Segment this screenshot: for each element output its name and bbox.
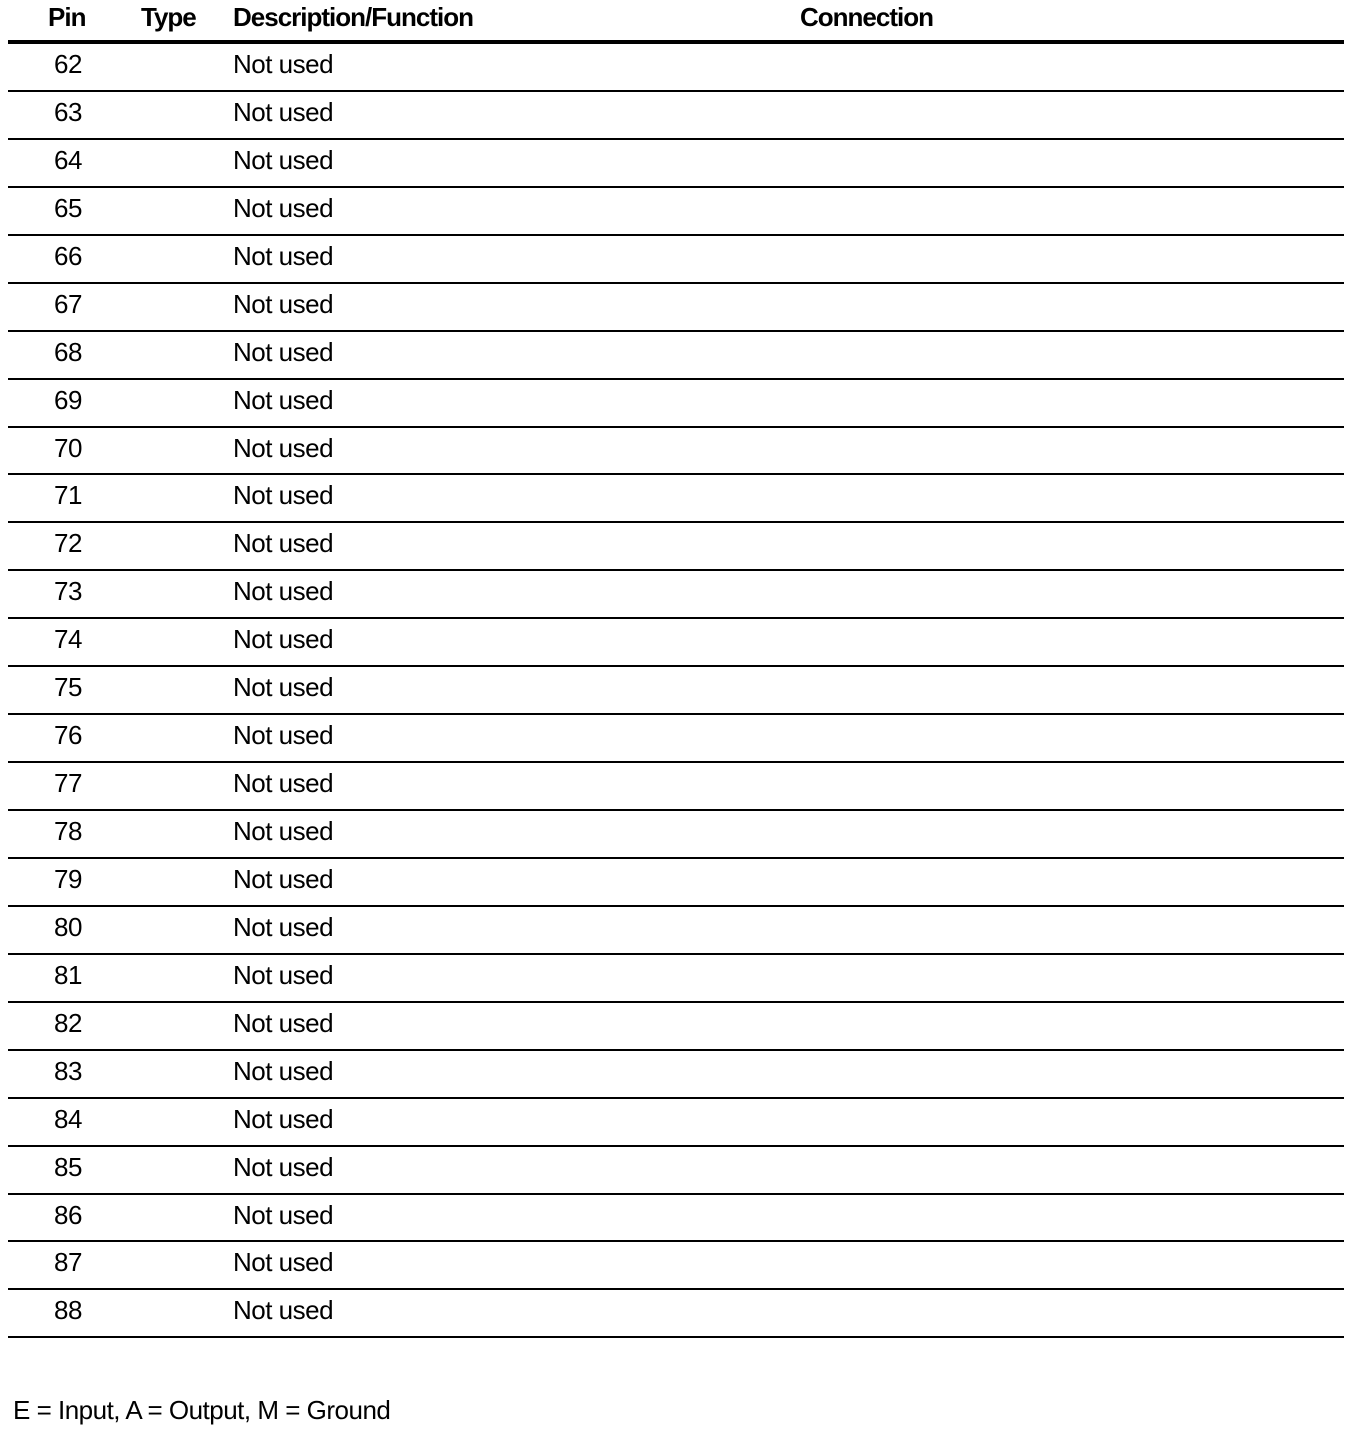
description-cell: Not used xyxy=(233,624,334,655)
pin-cell: 70 xyxy=(54,432,82,463)
table-row xyxy=(8,619,1344,667)
description-cell: Not used xyxy=(233,1103,334,1134)
pin-cell: 87 xyxy=(54,1247,82,1278)
table-row xyxy=(8,763,1344,811)
pin-cell: 71 xyxy=(54,480,82,511)
description-cell: Not used xyxy=(233,528,334,559)
description-cell: Not used xyxy=(233,959,334,990)
description-cell: Not used xyxy=(233,49,334,79)
pin-cell: 86 xyxy=(54,1199,82,1230)
pin-cell: 76 xyxy=(54,720,82,751)
table-row xyxy=(8,236,1344,284)
description-cell: Not used xyxy=(233,1295,334,1326)
table-row xyxy=(8,571,1344,619)
description-cell: Not used xyxy=(233,816,334,846)
pin-cell: 62 xyxy=(54,49,82,79)
table-row xyxy=(8,140,1344,188)
legend-note: E = Input, A = Output, M = Ground xyxy=(13,1395,391,1425)
table-row xyxy=(8,667,1344,715)
description-cell: Not used xyxy=(233,336,334,367)
pin-cell: 63 xyxy=(54,96,82,127)
table-row xyxy=(8,1051,1344,1099)
table-row xyxy=(8,715,1344,763)
description-cell: Not used xyxy=(233,576,334,607)
header-pin: Pin xyxy=(48,2,86,32)
table-row xyxy=(8,284,1344,332)
table-row xyxy=(8,1147,1344,1195)
description-cell: Not used xyxy=(233,911,334,942)
pin-cell: 88 xyxy=(54,1295,82,1326)
table-row xyxy=(8,1195,1344,1243)
table-row xyxy=(8,1242,1344,1290)
description-cell: Not used xyxy=(233,240,334,271)
description-cell: Not used xyxy=(233,96,334,127)
table-row xyxy=(8,1290,1344,1338)
header-description: Description/Function xyxy=(233,2,473,32)
table-row xyxy=(8,428,1344,476)
pin-cell: 67 xyxy=(54,288,82,319)
table-row xyxy=(8,44,1344,92)
pin-cell: 72 xyxy=(54,528,82,559)
description-cell: Not used xyxy=(233,672,334,703)
description-cell: Not used xyxy=(233,1247,334,1278)
description-cell: Not used xyxy=(233,384,334,415)
header-type: Type xyxy=(141,2,196,32)
table-row xyxy=(8,523,1344,571)
table-row xyxy=(8,811,1344,859)
pin-cell: 79 xyxy=(54,863,82,894)
description-cell: Not used xyxy=(233,863,334,894)
description-cell: Not used xyxy=(233,192,334,223)
table-row xyxy=(8,955,1344,1003)
description-cell: Not used xyxy=(233,288,334,319)
table-row xyxy=(8,332,1344,380)
pin-cell: 64 xyxy=(54,144,82,175)
pin-cell: 80 xyxy=(54,911,82,942)
pin-cell: 75 xyxy=(54,672,82,703)
table-header xyxy=(0,0,1360,38)
description-cell: Not used xyxy=(233,1007,334,1038)
table-row xyxy=(8,380,1344,428)
pin-cell: 73 xyxy=(54,576,82,607)
table-row xyxy=(8,907,1344,955)
pin-cell: 78 xyxy=(54,816,82,846)
table-row xyxy=(8,475,1344,523)
pin-cell: 66 xyxy=(54,240,82,271)
pin-table-body xyxy=(8,44,1344,1338)
description-cell: Not used xyxy=(233,144,334,175)
pin-cell: 74 xyxy=(54,624,82,655)
header-connection: Connection xyxy=(800,2,933,32)
table-row xyxy=(8,92,1344,140)
description-cell: Not used xyxy=(233,768,334,799)
table-row xyxy=(8,859,1344,907)
pin-cell: 68 xyxy=(54,336,82,367)
pin-cell: 65 xyxy=(54,192,82,223)
table-row xyxy=(8,188,1344,236)
description-cell: Not used xyxy=(233,1199,334,1230)
pin-cell: 81 xyxy=(54,959,82,990)
description-cell: Not used xyxy=(233,720,334,751)
pin-cell: 77 xyxy=(54,768,82,799)
pin-cell: 83 xyxy=(54,1055,82,1086)
description-cell: Not used xyxy=(233,1055,334,1086)
description-cell: Not used xyxy=(233,1151,334,1182)
table-row xyxy=(8,1003,1344,1051)
pin-cell: 84 xyxy=(54,1103,82,1134)
description-cell: Not used xyxy=(233,432,334,463)
pin-cell: 85 xyxy=(54,1151,82,1182)
pin-cell: 69 xyxy=(54,384,82,415)
table-row xyxy=(8,1099,1344,1147)
description-cell: Not used xyxy=(233,480,334,511)
pin-cell: 82 xyxy=(54,1007,82,1038)
